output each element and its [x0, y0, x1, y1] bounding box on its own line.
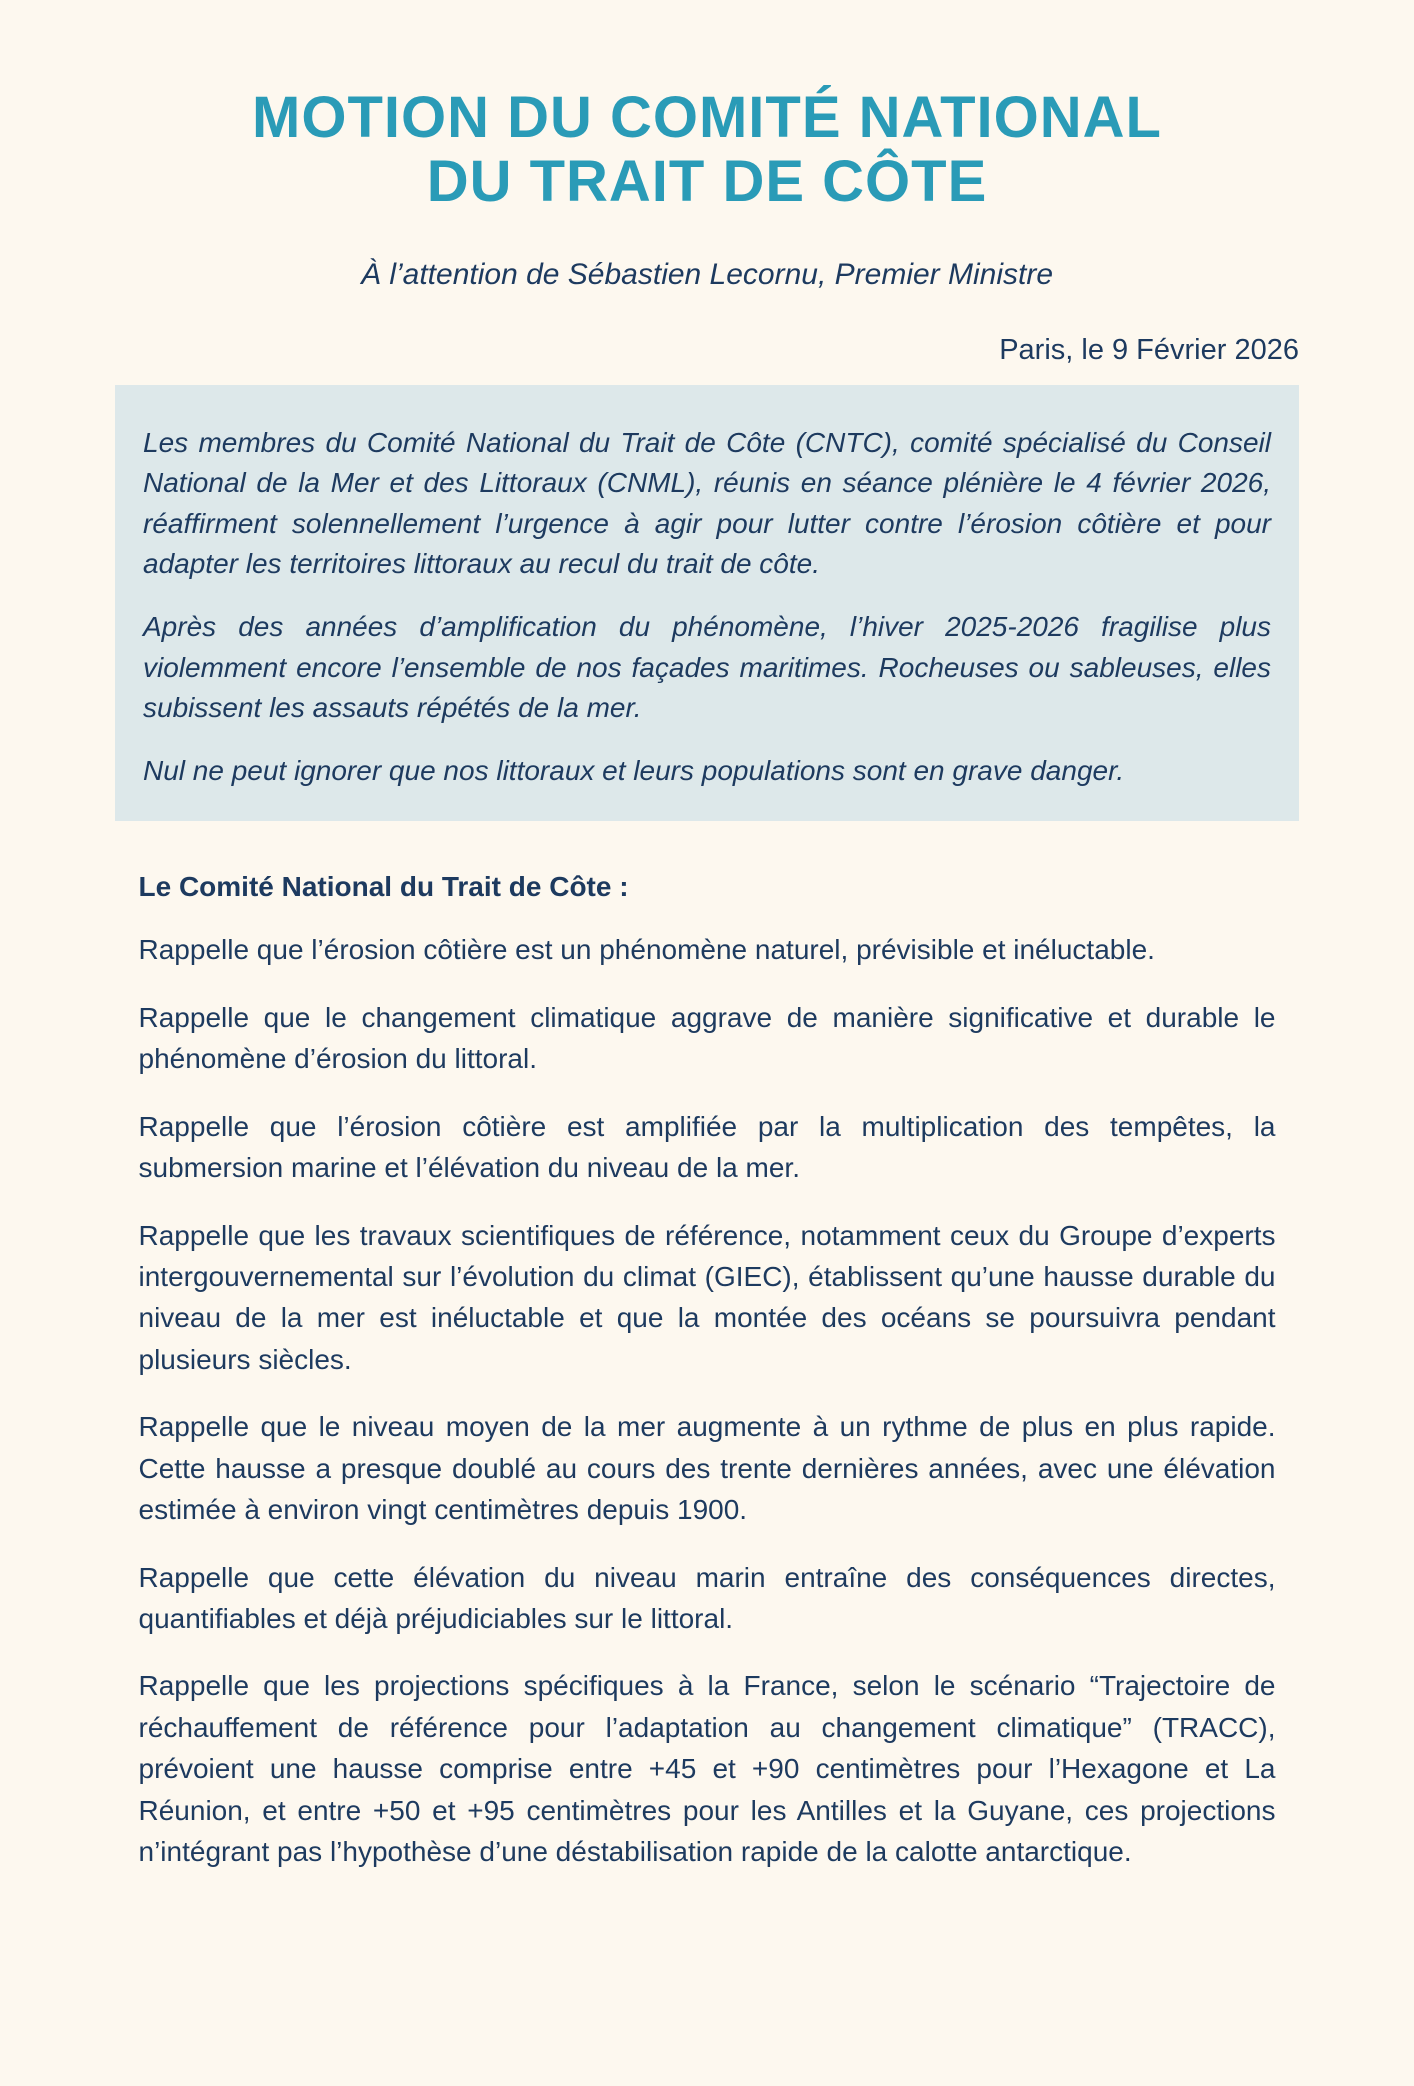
- body-paragraph: Rappelle que l’érosion côtière est amplifiée par la multiplication des tempêtes, la submersion marine et l’élévation du niveau de la mer.: [138, 1110, 1276, 1184]
- document-title: [0, 86, 1414, 214]
- body-paragraph: Rappelle que le niveau moyen de la mer augmente à un rythme de plus en plus rapide. Cette hausse a presque doublé au cours des trente dernières années, avec une élévation estimée à environ vingt centimètres depuis 1900.: [138, 1411, 1276, 1526]
- dateline: Paris, le 9 Février 2026: [999, 333, 1299, 366]
- body-paragraph: Rappelle que l’érosion côtière est un phénomène naturel, prévisible et inéluctable.: [138, 934, 1155, 966]
- body-paragraph: Rappelle que les travaux scientifiques de référence, notamment ceux du Groupe d’experts intergouvernemental sur l’évolution du climat (GIEC), établissent qu’une hausse durable du niveau de la mer est inéluctable et que la montée des océans se poursuivra pendant plusieurs siècles.: [138, 1219, 1276, 1375]
- document-title-line2: DU TRAIT DE CÔTE: [426, 148, 988, 214]
- highlight-box: [115, 385, 1299, 822]
- body-heading: Le Comité National du Trait de Côte :: [138, 871, 629, 903]
- body-paragraph: Rappelle que le changement climatique aggrave de manière significative et durable le phénomène d’érosion du littoral.: [138, 1001, 1276, 1075]
- document-page: [0, 86, 1414, 2086]
- box-paragraph: Les membres du Comité National du Trait de Côte (CNTC), comité spécialisé du Conseil National de la Mer et des Littoraux (CNML), réunis en séance plénière le 4 février 2026, réaffirment solennellement l’urgence à agir pour lutter contre l’érosion côtière et pour adapter les territoires littoraux au recul du trait de côte.: [143, 426, 1271, 580]
- box-paragraph: Après des années d’amplification du phénomène, l’hiver 2025-2026 fragilise plus violemment encore l’ensemble de nos façades maritimes. Rocheuses ou sableuses, elles subissent les assauts répétés de la mer.: [143, 610, 1271, 724]
- document-title-line1: MOTION DU COMITÉ NATIONAL: [252, 85, 1162, 150]
- box-paragraph: Nul ne peut ignorer que nos littoraux et leurs populations sont en grave danger.: [143, 754, 1125, 786]
- body-paragraph: Rappelle que cette élévation du niveau marin entraîne des conséquences directes, quantifiables et déjà préjudiciables sur le littoral.: [138, 1561, 1276, 1635]
- attention-subtitle: À l’attention de Sébastien Lecornu, Premier Ministre: [360, 257, 1054, 291]
- body-paragraph: Rappelle que les projections spécifiques à la France, selon le scénario “Trajectoire de réchauffement de référence pour l’adaptation au changement climatique” (TRACC), prévoient une hausse comprise entre +45 et +90 centimètres pour l’Hexagone et La Réunion, et entre +50 et +95 centimètres pour les Antilles et la Guyane, ces projections n’intégrant pas l’hypothèse d’une déstabilisation rapide de la calotte antarctique.: [138, 1670, 1276, 1868]
- document-body: [139, 871, 1276, 1872]
